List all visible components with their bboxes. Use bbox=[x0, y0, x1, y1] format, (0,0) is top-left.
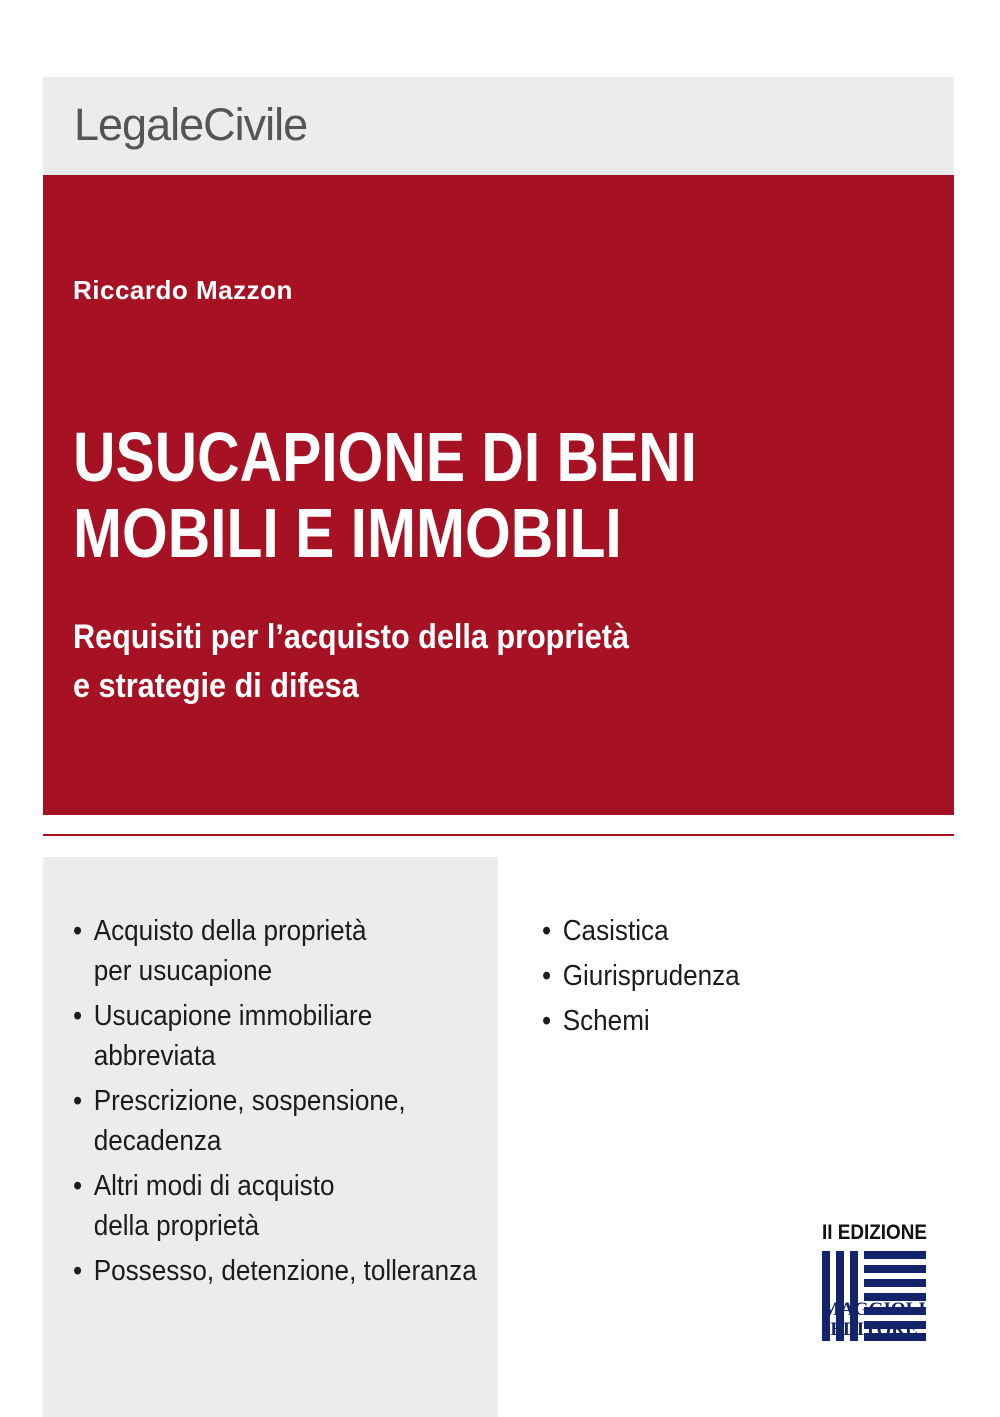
list-item bbox=[73, 1251, 477, 1291]
extras-list bbox=[542, 911, 762, 1046]
list-item-line: della proprietà bbox=[93, 1210, 260, 1242]
author-name: Riccardo Mazzon bbox=[73, 275, 293, 305]
list-item-line: decadenza bbox=[93, 1125, 222, 1157]
list-item-line: • Usucapione immobiliare bbox=[93, 1000, 373, 1032]
list-item bbox=[73, 996, 477, 1076]
book-title-line: MOBILI E IMMOBILI bbox=[73, 494, 622, 572]
book-title bbox=[73, 419, 697, 571]
publisher-name: MAGGIOLI bbox=[822, 1299, 926, 1320]
list-item-line: abbreviata bbox=[93, 1040, 216, 1072]
list-item: • Casistica bbox=[542, 911, 740, 951]
series-name: LegaleCivile bbox=[74, 99, 308, 150]
book-subtitle bbox=[73, 613, 629, 711]
divider-line bbox=[43, 834, 954, 836]
list-item: • Schemi bbox=[542, 1001, 740, 1041]
list-item bbox=[73, 911, 477, 991]
list-item: • Giurisprudenza bbox=[542, 956, 740, 996]
topics-list bbox=[73, 911, 522, 1296]
list-item-line: • Acquisto della proprietà bbox=[93, 915, 367, 947]
edition-label: II EDIZIONE bbox=[822, 1221, 928, 1244]
publisher-subname: EDITORE bbox=[830, 1319, 918, 1340]
list-item-line: • Altri modi di acquisto bbox=[93, 1170, 335, 1202]
list-item bbox=[73, 1166, 477, 1246]
book-title-line: USUCAPIONE DI BENI bbox=[73, 418, 698, 496]
list-item-line: per usucapione bbox=[93, 955, 273, 987]
list-item bbox=[73, 1081, 477, 1161]
series-header bbox=[43, 77, 954, 175]
book-subtitle-line: Requisiti per l’acquisto della proprietà bbox=[73, 618, 630, 656]
list-item-line: • Prescrizione, sospensione, bbox=[93, 1085, 406, 1117]
list-item-line: • Possesso, detenzione, tolleranza bbox=[93, 1255, 477, 1287]
book-subtitle-line: e strategie di difesa bbox=[73, 667, 359, 705]
topics-panel bbox=[43, 857, 498, 1417]
title-panel bbox=[43, 175, 954, 815]
